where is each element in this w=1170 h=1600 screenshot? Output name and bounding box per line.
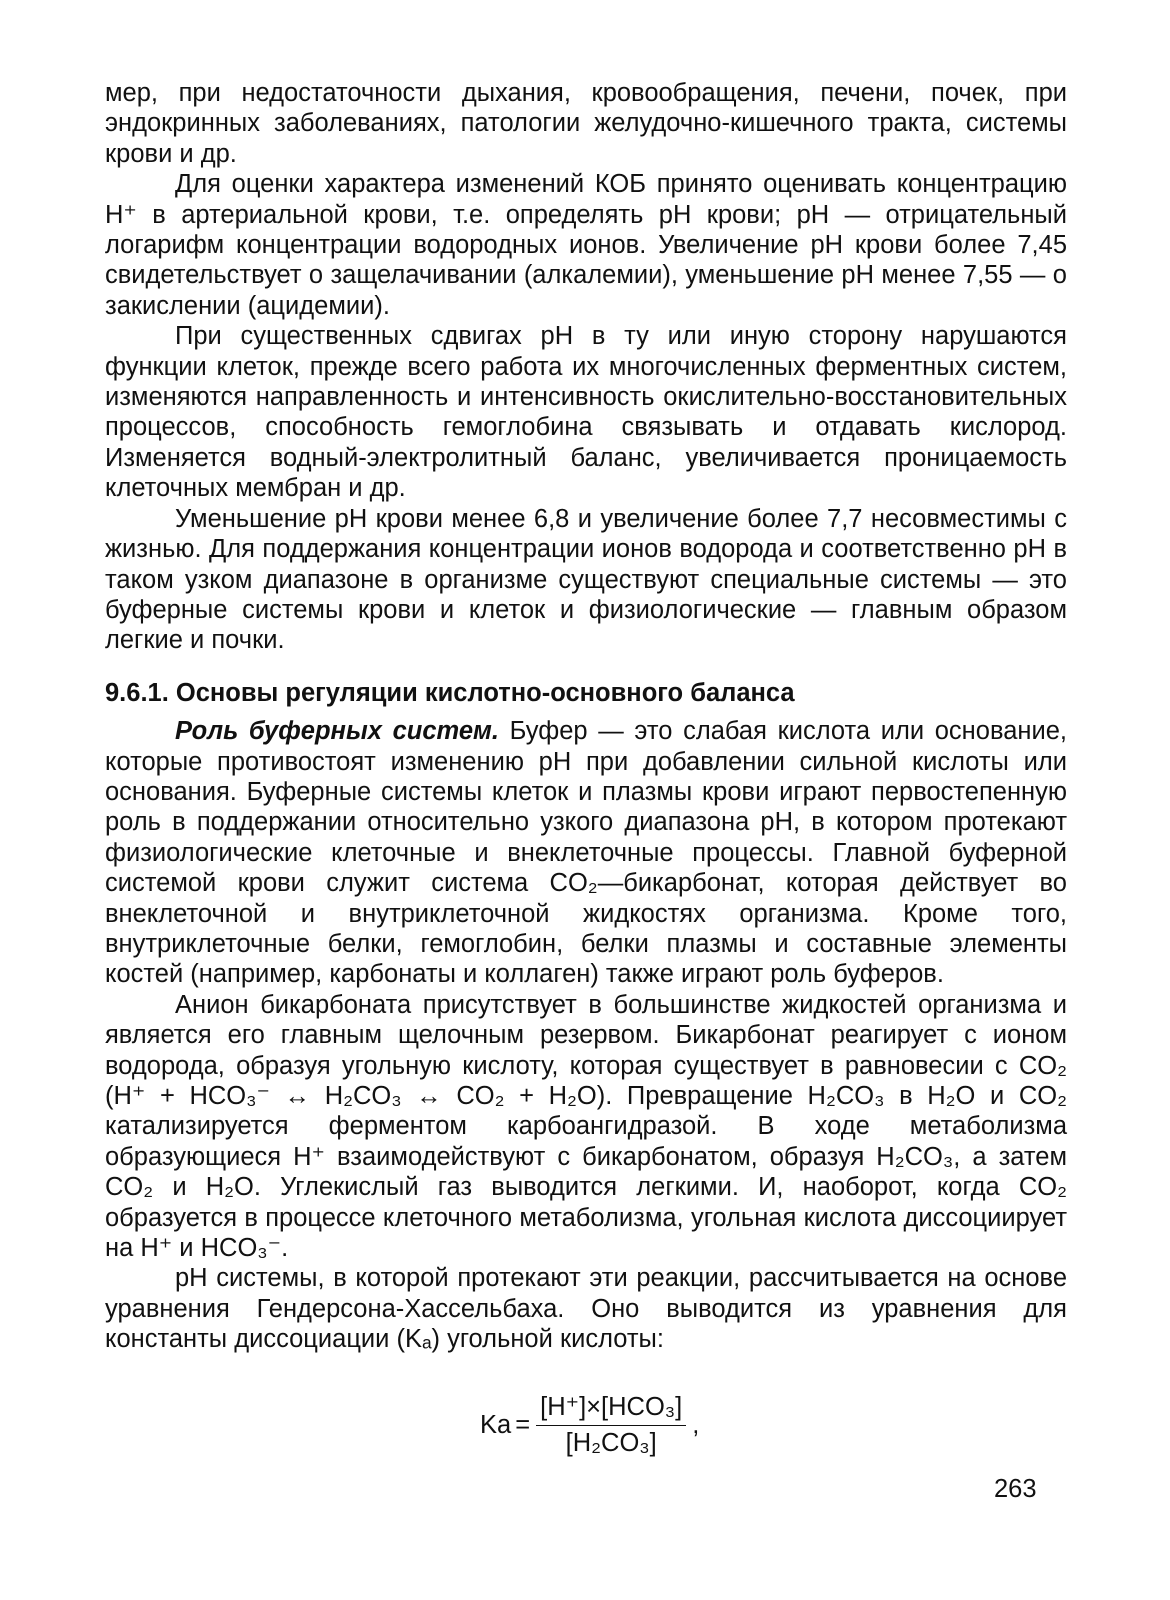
paragraph-ph-limits: Уменьшение pH крови менее 6,8 и увеличение более 7,7 несовместимы с жизнью. Для поддержания концентрации ионов водорода и соответственно pH в таком узком диапазоне в организме существуют специальные системы — это буферные системы крови и клеток и физиологические — главным образом легкие и почки. (105, 504, 1067, 655)
body-text (105, 78, 1067, 1355)
paragraph-ph-assessment: Для оценки характера изменений КОБ принято оценивать концентрацию H⁺ в артериальной крови, т.е. определять pH крови; pH — отрицательный логарифм концентрации водородных ионов. Увеличение pH крови более 7,45 свидетельствует о защелачивании (алкалемии), уменьшение pH менее 7,55 — о закислении (ацидемии). (105, 170, 1067, 320)
lead-term: Роль буферных систем. (175, 717, 499, 746)
paragraph-buffer-role (105, 716, 1067, 990)
dissociation-constant-formula (480, 1392, 699, 1458)
formula-denominator: [H₂CO₃] (565, 1429, 657, 1457)
formula-equals: = (515, 1410, 531, 1439)
formula-lhs: Ka (480, 1410, 512, 1439)
paragraph-ph-shifts: При существенных сдвигах pH в ту или иную сторону нарушаются функции клеток, прежде всего работа их многочисленных ферментных систем, изменяются направленность и интенсивность окислительно-восстановительных процессов, способность гемоглобина связывать и отдавать кислород. Изменяется водный-электролитный баланс, увеличивается проницаемость клеточных мембран и др. (105, 322, 1067, 503)
paragraph-continued: мер, при недостаточности дыхания, кровообращения, печени, почек, при эндокринных заболеваниях, патологии желудочно-кишечного тракта, системы крови и др. (105, 79, 1067, 168)
section-heading: 9.6.1. Основы регуляции кислотно-основного баланса (105, 678, 795, 707)
paragraph-buffer-role-text: Буфер — это слабая кислота или основание, которые противостоят изменению pH при добавлении сильной кислоты или основания. Буферные системы клеток и плазмы крови играют первостепенную роль в поддержании относительно узкого диапазона pH, в котором протекают физиологические клеточные и внеклеточные процессы. Главной буферной системой крови служит система CO₂—бикарбонат, которая действует во внеклеточной и внутриклеточной жидкостях организма. Кроме того, внутриклеточные белки, гемоглобин, белки плазмы и составные элементы костей (например, карбонаты и коллаген) также играют роль буферов. (105, 717, 1067, 989)
page-number: 263 (994, 1475, 1037, 1503)
formula-fraction (536, 1392, 686, 1458)
paragraph-henderson: pH системы, в которой протекают эти реакции, рассчитывается на основе уравнения Гендерсона-Хассельбаха. Оно выводится из уравнения для константы диссоциации (Kₐ) угольной кислоты: (105, 1264, 1067, 1354)
formula-numerator: [H⁺]×[HCO₃] (536, 1392, 686, 1426)
paragraph-bicarbonate: Анион бикарбоната присутствует в большинстве жидкостей организма и является его главным щелочным резервом. Бикарбонат реагирует с ионом водорода, образуя угольную кислоту, которая существует в равновесии с CO₂ (H⁺ + HCO₃⁻ ↔ H₂CO₃ ↔ CO₂ + H₂O). Превращение H₂CO₃ в H₂O и CO₂ катализируется ферментом карбоангидразой. В ходе метаболизма образующиеся H⁺ взаимодействуют с бикарбонатом, образуя H₂CO₃, а затем CO₂ и H₂O. Углекислый газ выводится легкими. И, наоборот, когда CO₂ образуется в процессе клеточного метаболизма, угольная кислота диссоциирует на H⁺ и HCO₃⁻. (105, 990, 1067, 1263)
formula-trailing-comma: , (692, 1410, 700, 1439)
